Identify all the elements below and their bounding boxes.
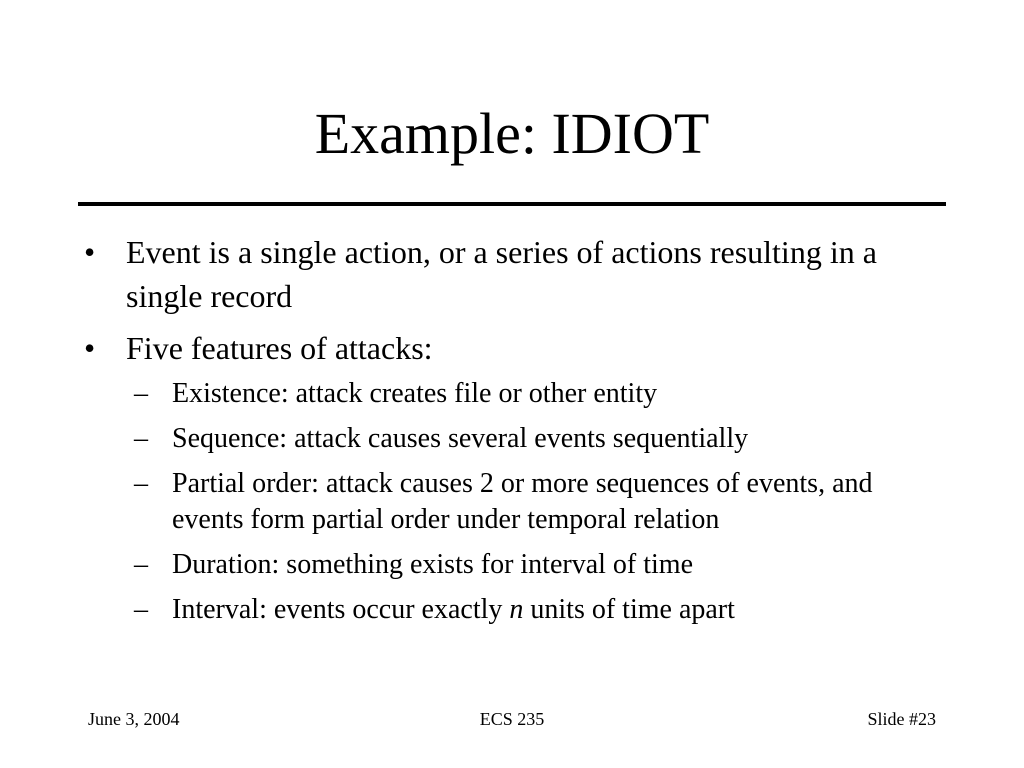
dash-marker: –	[134, 378, 148, 409]
footer-course: ECS 235	[479, 709, 545, 729]
sub-bullet-text: Partial order: attack causes 2 or more sequences of events, and events form partial order under temporal relation	[172, 468, 873, 535]
sub-bullet-interval	[128, 592, 922, 628]
footer-slide-number: Slide #23	[867, 709, 936, 729]
bullet-item-event	[82, 230, 922, 318]
sub-bullet-text: Duration: something exists for interval of time	[172, 549, 694, 580]
bullet-item-features	[82, 326, 922, 370]
sub-bullet-text-after: units of time apart	[523, 594, 735, 625]
bullet-text: Five features of attacks:	[126, 330, 433, 366]
bullet-marker: •	[84, 234, 96, 270]
sub-bullet-text: Sequence: attack causes several events sequentially	[172, 423, 749, 454]
slide-title: Example: IDIOT	[314, 101, 710, 166]
bullet-text: Event is a single action, or a series of actions resulting in a single record	[126, 234, 877, 314]
dash-marker: –	[134, 594, 148, 625]
sub-bullet-text-italic: n	[509, 594, 524, 625]
bullet-list	[82, 230, 922, 637]
sub-bullet-text-before: Interval: events occur exactly	[172, 594, 510, 625]
title-divider	[78, 202, 946, 206]
sub-bullet-text: Existence: attack creates file or other entity	[172, 378, 658, 409]
sub-bullet-duration	[128, 547, 922, 583]
dash-marker: –	[134, 549, 148, 580]
dash-marker: –	[134, 468, 148, 499]
sub-bullet-container	[82, 376, 922, 628]
bullet-marker: •	[84, 330, 96, 366]
footer-date: June 3, 2004	[88, 709, 180, 729]
dash-marker: –	[134, 423, 148, 454]
sub-bullet-existence	[128, 376, 922, 412]
sub-bullet-partial-order	[128, 466, 922, 538]
sub-bullet-list	[82, 376, 922, 628]
sub-bullet-sequence	[128, 421, 922, 457]
